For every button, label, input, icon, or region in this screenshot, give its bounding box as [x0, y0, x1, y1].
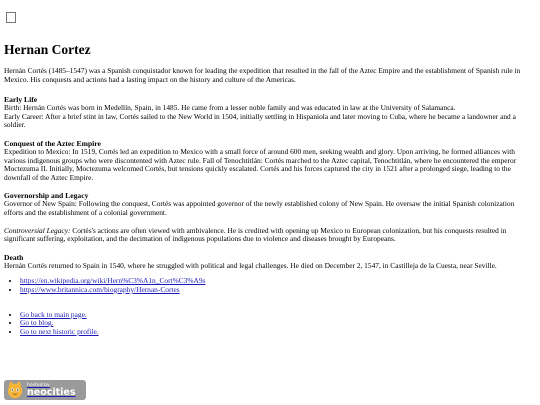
broken-image-icon: [6, 12, 16, 23]
death-heading: Death: [4, 252, 24, 262]
wikipedia-link[interactable]: https://en.wikipedia.org/wiki/Hern%C3%A1n_Cort%C3%A9s: [20, 276, 206, 286]
list-item: [20, 311, 534, 320]
reference-list: [4, 277, 534, 294]
governorship-section: [4, 191, 534, 217]
blog-link[interactable]: Go to blog.: [20, 318, 54, 328]
page-title: Hernan Cortez: [4, 42, 91, 57]
conquest-section: [4, 139, 534, 182]
list-item: [20, 328, 534, 337]
neocities-badge[interactable]: [4, 380, 86, 400]
governorship-text: Governor of New Spain: Following the conquest, Cortés was appointed governor of the newly established colony of New Spain. He oversaw the initial Spanish colonization efforts and the establishment of a colonial government.: [4, 199, 515, 217]
death-text: Hernán Cortés returned to Spain in 1540, where he struggled with political and legal challenges. He died on December 2, 1547, in Castilleja de la Cuesta, near Seville.: [4, 260, 497, 270]
navigation-list: [4, 311, 534, 337]
main-page-link[interactable]: Go back to main page.: [20, 309, 87, 319]
early-life-birth: Birth: Hernán Cortés was born in Medellín, Spain, in 1485. He came from a lesser noble family and was educated in law at the University of Salamanca.: [4, 103, 456, 113]
early-life-career: Early Career: After a brief stint in law, Cortés sailed to the New World in 1504, initially settling in Hispaniola and later moving to Cuba, where he became a landowner and a soldier.: [4, 111, 516, 130]
list-item: [20, 286, 534, 295]
governorship-heading: Governorship and Legacy: [4, 191, 89, 201]
conquest-heading: Conquest of the Aztec Empire: [4, 138, 101, 148]
controversial-legacy-label: Controversial Legacy:: [4, 225, 71, 235]
controversial-legacy-paragraph: [4, 227, 534, 244]
neocities-badge-text: [27, 383, 76, 398]
next-profile-link[interactable]: Go to next historic profile.: [20, 326, 99, 336]
page-content: [4, 12, 534, 336]
badge-neocities: neocities: [27, 386, 76, 398]
early-life-heading: Early Life: [4, 95, 38, 105]
controversial-legacy-text: Cortés's actions are often viewed with ambivalence. He is credited with opening up Mexico to European colonization, but his conquests resulted in significant suffering, exploitation, and the decimation of indigenous populations due to violence and diseases brought by Europeans.: [4, 225, 507, 244]
britannica-link[interactable]: https://www.britannica.com/biography/Hernan-Cortes: [20, 284, 180, 294]
conquest-text: Expedition to Mexico: In 1519, Cortés led an expedition to Mexico with a small force of around 600 men, seeking wealth and glory. Upon arriving, he formed alliances with various indigenous groups who were discontented with Aztec rule. Fall of Tenochtitlán: Cortés marched to the Aztec capital, Tenochtitlán, where he encountered the emperor Moctezuma II. Initially, Moctezuma welcomed Cortés, but tensions quickly escalated. Cortés and his forces captured the city in 1521 after a prolonged siege, leading to the downfall of the Aztec Empire.: [4, 146, 517, 182]
neocities-cat-icon: [6, 381, 24, 399]
badge-hosted-by: hosted by: [27, 382, 50, 388]
death-section: [4, 253, 534, 271]
early-life-section: [4, 95, 534, 130]
intro-paragraph: Hernán Cortés (1485–1547) was a Spanish conquistador known for leading the expedition that resulted in the fall of the Aztec Empire and the establishment of Spanish rule in Mexico. His conquests and actions had a lasting impact on the history and culture of the Americas.: [4, 66, 521, 84]
